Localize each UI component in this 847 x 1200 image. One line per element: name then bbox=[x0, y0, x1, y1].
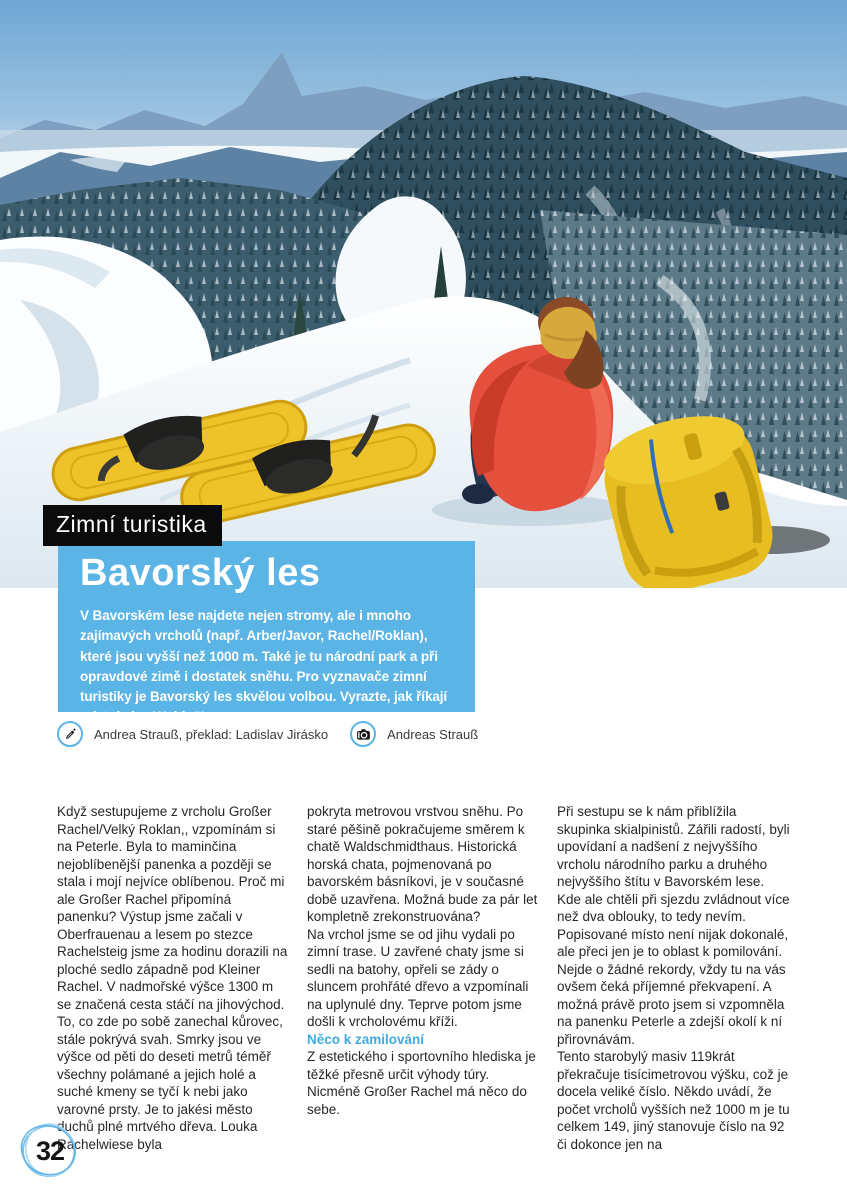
article-column-1 bbox=[57, 803, 290, 1153]
pen-icon bbox=[57, 721, 83, 747]
body-paragraph: Na vrchol jsme se od jihu vydali po zimní trase. U zavřené chaty jsme si sedli na batohy, opřeli se zády o sluncem prohřáté dřevo a vzpomínali na uplynulé dny. Teprve potom jsme došli k vrcholovému kříži. bbox=[307, 926, 529, 1029]
article-column-2 bbox=[307, 803, 540, 1153]
page-number: 32 bbox=[35, 1135, 65, 1166]
section-subhead: Něco k zamilování bbox=[307, 1031, 425, 1047]
author-credit: Andrea Strauß, překlad: Ladislav Jirásko bbox=[94, 726, 329, 742]
body-paragraph: pokryta metrovou vrstvou sněhu. Po staré pěšině pokračujeme směrem k chatě Waldschmidthaus. Historická horská chata, pojmenovaná po bavorském básníkovi, je v současné době uzavřena. Možná bude za pár let kompletně zrekonstruována? bbox=[307, 804, 538, 924]
photographer-credit: Andreas Strauß bbox=[387, 726, 479, 742]
intro-text: V Bavorském lese najdete nejen stromy, ale i mnoho zajímavých vrcholů (např. Arber/Javor, Rachel/Roklan), které jsou vyšší než 1000 m. Také je tu národní park a při opravdové zimě i dostatek sněhu. Pro vyznavače zimní turistiky je Bavorský les skvělou volbou. Vyrazte, jak říkají místní, do „Woidu“! bbox=[80, 608, 448, 725]
body-paragraph: Z estetického i sportovního hlediska je těžké přesně určit výhody túry. Nicméně Großer Rachel má něco do sebe. bbox=[307, 1049, 536, 1117]
body-paragraph: Tento starobylý masiv 119krát překračuje tisícimetrovou výšku, což je docela veliké číslo. Někdo uvádí, že počet vrcholů vyšších než 1000 m je tu celkem 149, jiný stanovuje číslo na 92 či dokonce jen na bbox=[557, 1049, 790, 1152]
body-paragraph: Při sestupu se k nám přiblížila skupinka skialpinistů. Zářili radostí, byli upovídaní a nadšení z nejvyššího vrcholu národního parku a druhého nejvyššího štítu v Bavorském lese. Kde ale chtěli při sjezdu zvládnout více než dva oblouky, to tedy nevím. Popisované místo není nijak dokonalé, ale přeci jen je to oblast k pomilování. Nejde o žádné rekordy, vždy tu na vás ovšem čeká příjemné překvapení. A možná právě proto jsem si vzpomněla na panenku Peterle a zdejší okolí k ní přirovnávám. bbox=[557, 804, 790, 1047]
article-column-3 bbox=[557, 803, 790, 1153]
hero-photo bbox=[0, 0, 847, 588]
winter-mountain-scene bbox=[0, 0, 847, 588]
article-title: Bavorský les bbox=[80, 552, 321, 594]
article-columns bbox=[57, 803, 790, 1153]
category-label: Zimní turistika bbox=[43, 505, 222, 546]
intro-box bbox=[58, 541, 475, 725]
body-paragraph: Když sestupujeme z vrcholu Großer Rachel/Velký Roklan,, vzpomínám si na Peterle. Byla to maminčina nejoblíbenější panenka a později se stala i mojí nejvíce oblíbenou. Proč mi ale Großer Rachel připomíná panenku? Výstup jsme začali v Oberfrauenau a lesem po stezce Rachelsteig jsme za hodinu dorazili na ploché sedlo západně pod Kleiner Rachel. V nadmořské výšce 1300 m se značená cesta stáčí na jihovýchod. To, co zde po sobě zanechal kůrovec, stále pokrývá svah. Smrky jsou ve výšce od pěti do deseti metrů téměř všechny polámané a jejich holé a suché kmeny se tyčí k nebi jako varovné prsty. Je to jakési město duchů plné mrtvého dřeva. Louka Rachelwiese byla bbox=[57, 804, 288, 1152]
camera-icon bbox=[350, 721, 376, 747]
byline bbox=[57, 721, 478, 747]
page-number-badge bbox=[18, 1119, 82, 1183]
